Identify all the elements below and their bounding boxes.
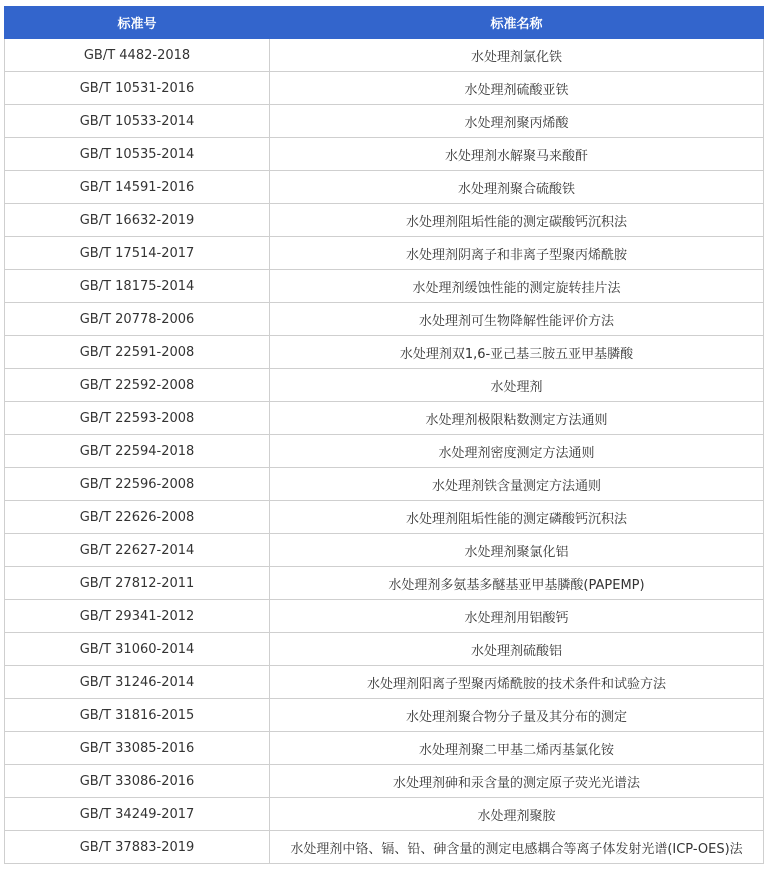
standard-name-cell: 水处理剂阻垢性能的测定碳酸钙沉积法 xyxy=(270,204,764,237)
table-row xyxy=(5,600,764,633)
standard-number-cell: GB/T 10535-2014 xyxy=(5,138,270,171)
column-header-standard-number: 标准号 xyxy=(5,7,270,39)
standard-name-cell: 水处理剂聚胺 xyxy=(270,798,764,831)
standard-number-cell: GB/T 31246-2014 xyxy=(5,666,270,699)
table-row xyxy=(5,831,764,864)
standard-number-cell: GB/T 10533-2014 xyxy=(5,105,270,138)
standards-table xyxy=(4,6,764,864)
standard-name-cell: 水处理剂密度测定方法通则 xyxy=(270,435,764,468)
table-row xyxy=(5,666,764,699)
table-header xyxy=(5,7,764,39)
table-row xyxy=(5,303,764,336)
standard-number-cell: GB/T 20778-2006 xyxy=(5,303,270,336)
table-row xyxy=(5,204,764,237)
standard-number-cell: GB/T 18175-2014 xyxy=(5,270,270,303)
standard-number-cell: GB/T 27812-2011 xyxy=(5,567,270,600)
standard-number-cell: GB/T 16632-2019 xyxy=(5,204,270,237)
standards-table-container xyxy=(4,6,763,864)
standard-name-cell: 水处理剂多氨基多醚基亚甲基膦酸(PAPEMP) xyxy=(270,567,764,600)
standard-name-cell: 水处理剂聚合硫酸铁 xyxy=(270,171,764,204)
standard-number-cell: GB/T 34249-2017 xyxy=(5,798,270,831)
standard-name-cell: 水处理剂氯化铁 xyxy=(270,39,764,72)
standard-name-cell: 水处理剂阴离子和非离子型聚丙烯酰胺 xyxy=(270,237,764,270)
standard-name-cell: 水处理剂硫酸铝 xyxy=(270,633,764,666)
table-row xyxy=(5,699,764,732)
standard-name-cell: 水处理剂缓蚀性能的测定旋转挂片法 xyxy=(270,270,764,303)
standard-name-cell: 水处理剂可生物降解性能评价方法 xyxy=(270,303,764,336)
table-row xyxy=(5,468,764,501)
standard-number-cell: GB/T 22593-2008 xyxy=(5,402,270,435)
standard-name-cell: 水处理剂阻垢性能的测定磷酸钙沉积法 xyxy=(270,501,764,534)
standard-name-cell: 水处理剂双1,6-亚己基三胺五亚甲基膦酸 xyxy=(270,336,764,369)
standard-number-cell: GB/T 17514-2017 xyxy=(5,237,270,270)
standard-number-cell: GB/T 33086-2016 xyxy=(5,765,270,798)
table-row xyxy=(5,534,764,567)
standard-name-cell: 水处理剂水解聚马来酸酐 xyxy=(270,138,764,171)
table-row xyxy=(5,369,764,402)
table-row xyxy=(5,567,764,600)
table-row xyxy=(5,765,764,798)
standard-name-cell: 水处理剂聚合物分子量及其分布的测定 xyxy=(270,699,764,732)
table-row xyxy=(5,435,764,468)
table-row xyxy=(5,270,764,303)
standard-number-cell: GB/T 31816-2015 xyxy=(5,699,270,732)
standard-name-cell: 水处理剂极限粘数测定方法通则 xyxy=(270,402,764,435)
standard-number-cell: GB/T 4482-2018 xyxy=(5,39,270,72)
standard-name-cell: 水处理剂聚氯化铝 xyxy=(270,534,764,567)
standard-number-cell: GB/T 33085-2016 xyxy=(5,732,270,765)
standard-name-cell: 水处理剂中铬、镉、铅、砷含量的测定电感耦合等离子体发射光谱(ICP-OES)法 xyxy=(270,831,764,864)
standard-name-cell: 水处理剂阳离子型聚丙烯酰胺的技术条件和试验方法 xyxy=(270,666,764,699)
standard-name-cell: 水处理剂用铝酸钙 xyxy=(270,600,764,633)
header-row xyxy=(5,7,764,39)
standard-number-cell: GB/T 22592-2008 xyxy=(5,369,270,402)
standard-number-cell: GB/T 10531-2016 xyxy=(5,72,270,105)
standard-name-cell: 水处理剂聚丙烯酸 xyxy=(270,105,764,138)
table-row xyxy=(5,237,764,270)
table-row xyxy=(5,336,764,369)
standard-name-cell: 水处理剂铁含量测定方法通则 xyxy=(270,468,764,501)
standard-number-cell: GB/T 31060-2014 xyxy=(5,633,270,666)
standard-number-cell: GB/T 22626-2008 xyxy=(5,501,270,534)
column-header-standard-name: 标准名称 xyxy=(270,7,764,39)
standard-number-cell: GB/T 29341-2012 xyxy=(5,600,270,633)
table-row xyxy=(5,732,764,765)
table-body xyxy=(5,39,764,864)
table-row xyxy=(5,633,764,666)
standard-number-cell: GB/T 22627-2014 xyxy=(5,534,270,567)
standard-name-cell: 水处理剂 xyxy=(270,369,764,402)
standard-name-cell: 水处理剂砷和汞含量的测定原子荧光光谱法 xyxy=(270,765,764,798)
table-row xyxy=(5,171,764,204)
standard-number-cell: GB/T 14591-2016 xyxy=(5,171,270,204)
standard-number-cell: GB/T 22594-2018 xyxy=(5,435,270,468)
standard-name-cell: 水处理剂聚二甲基二烯丙基氯化铵 xyxy=(270,732,764,765)
table-row xyxy=(5,798,764,831)
table-row xyxy=(5,72,764,105)
standard-number-cell: GB/T 22596-2008 xyxy=(5,468,270,501)
standard-number-cell: GB/T 22591-2008 xyxy=(5,336,270,369)
table-row xyxy=(5,402,764,435)
standard-number-cell: GB/T 37883-2019 xyxy=(5,831,270,864)
table-row xyxy=(5,501,764,534)
table-row xyxy=(5,138,764,171)
table-row xyxy=(5,39,764,72)
table-row xyxy=(5,105,764,138)
standard-name-cell: 水处理剂硫酸亚铁 xyxy=(270,72,764,105)
